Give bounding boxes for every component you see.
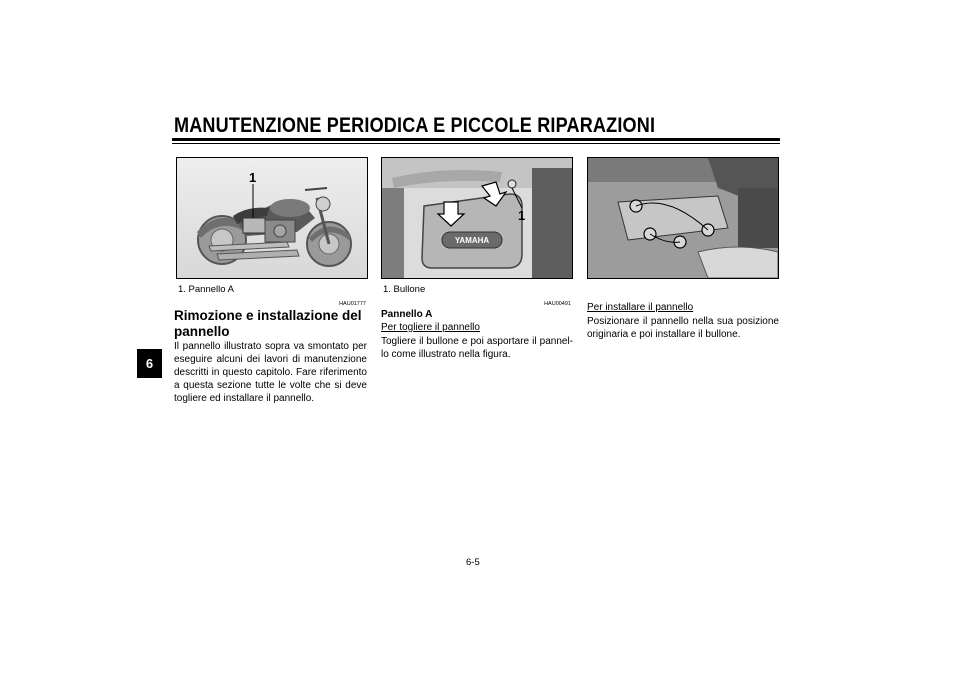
- figure-side-panel: [381, 157, 573, 279]
- figure-motorcycle: [176, 157, 368, 279]
- header-rule: [172, 138, 780, 141]
- instruction-title: Per installare il pannello: [587, 302, 694, 313]
- instruction-body: Togliere il bullone e poi asportare il pannel-lo come illustrato nella figura.: [381, 336, 573, 360]
- chapter-tab: 6: [137, 349, 162, 378]
- figure-caption: 1. Pannello A: [178, 284, 234, 295]
- reference-code: HAU00491: [544, 301, 571, 307]
- reference-code: HAU01777: [339, 301, 366, 307]
- figure-callout-number: 1: [518, 208, 526, 223]
- figure-installation: [587, 157, 779, 279]
- section-heading: Rimozione e installazione del pannello: [174, 308, 362, 339]
- page-title: MANUTENZIONE PERIODICA E PICCOLE RIPARAZIONI: [174, 114, 656, 137]
- side-panel-illustration: [382, 158, 572, 278]
- figure-callout-number: 1: [249, 170, 257, 185]
- figure-caption: 1. Bullone: [383, 284, 426, 295]
- instruction-title: Per togliere il pannello: [381, 322, 480, 333]
- page-number: 6-5: [466, 557, 480, 568]
- header-rule-thin: [172, 143, 780, 144]
- brand-badge: YAMAHA: [454, 236, 490, 245]
- motorcycle-illustration: [177, 158, 367, 278]
- instruction-body: Posizionare il pannello nella sua posizione originaria e poi installare il bullone.: [587, 316, 779, 340]
- section-body: Il pannello illustrato sopra va smontato per eseguire alcuni dei lavori di manutenzione descritti in questo capitolo. Fare riferimento a questa sezione tutte le volte che si deve togliere ed installare il pannello.: [174, 341, 367, 404]
- installation-illustration: [588, 158, 778, 278]
- subheading: Pannello A: [381, 309, 433, 320]
